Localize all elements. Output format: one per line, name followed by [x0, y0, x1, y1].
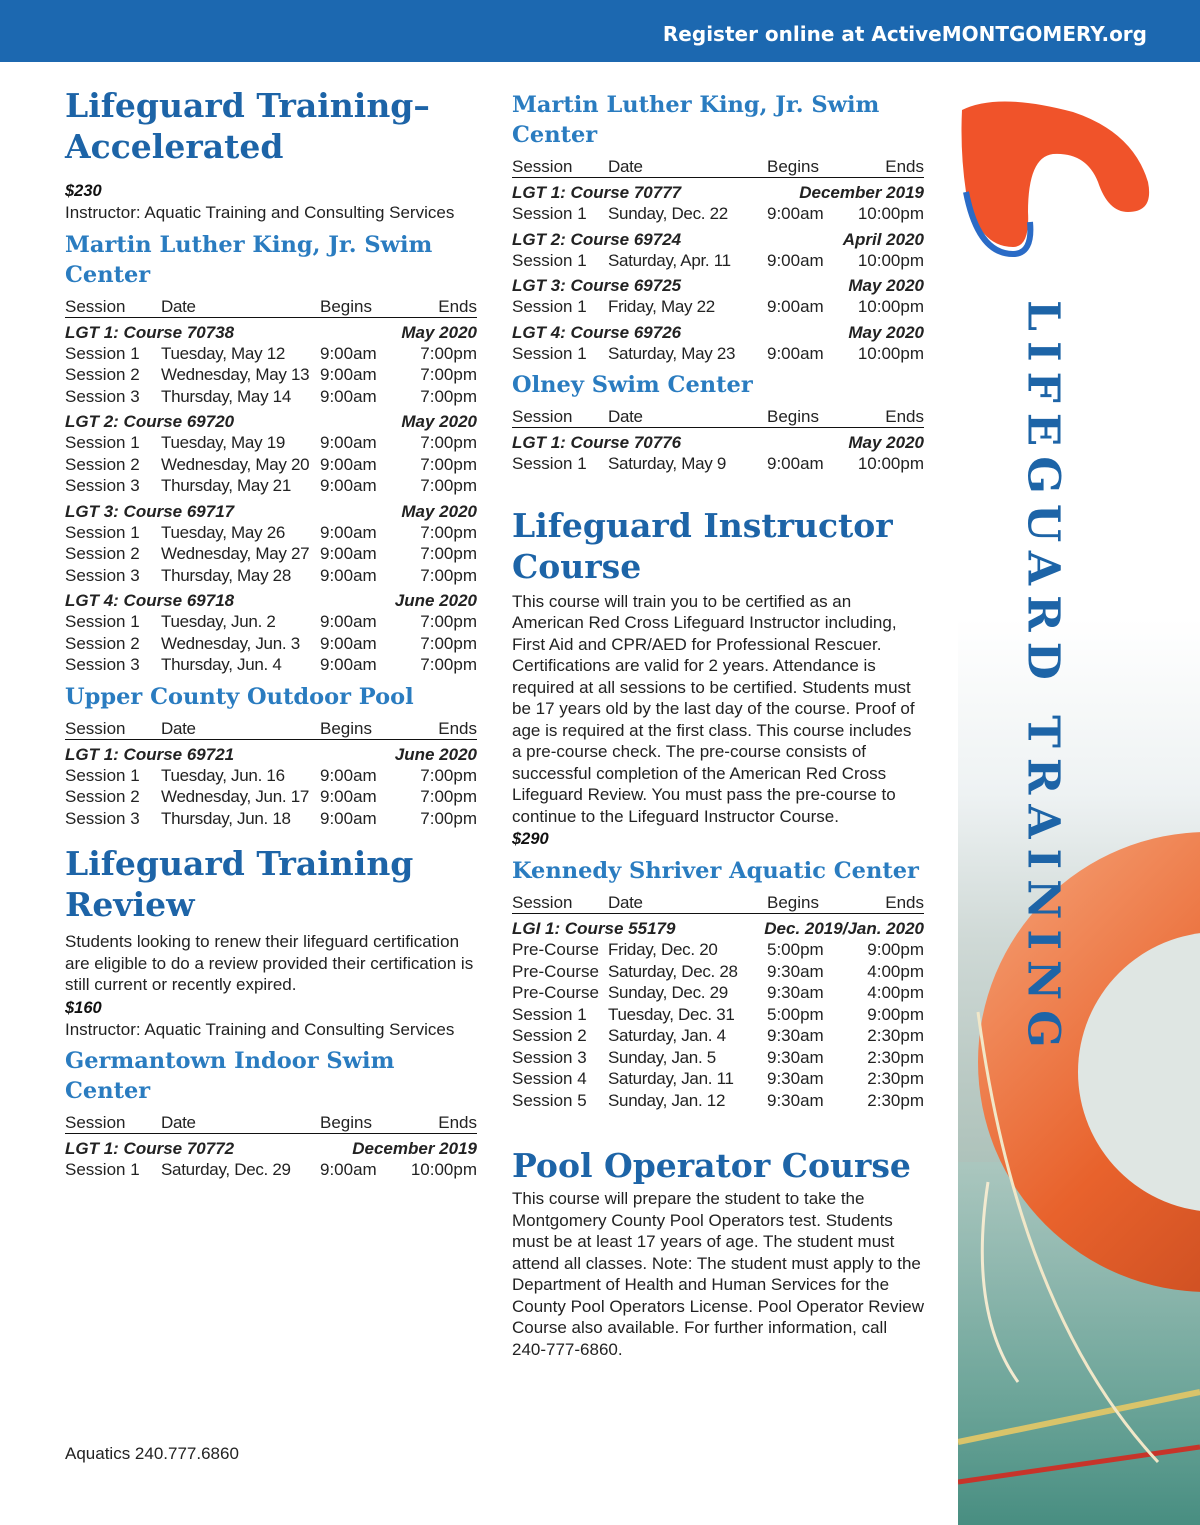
session-row	[512, 1025, 924, 1047]
course-heading	[512, 182, 924, 203]
session-date: Tuesday, May 19	[161, 433, 286, 452]
session-begins: 9:00am	[767, 204, 824, 223]
course-heading	[512, 322, 924, 343]
session-date: Saturday, May 23	[608, 343, 736, 363]
session-begins: 9:00am	[320, 1160, 377, 1179]
session-begins: 9:00am	[320, 787, 377, 806]
session-begins: 9:00am	[320, 386, 377, 406]
session-label: Session 1	[512, 250, 587, 270]
session-label: Session 5	[512, 1090, 587, 1110]
session-label: Pre-Course	[512, 983, 599, 1002]
session-begins: 9:30am	[767, 1090, 824, 1110]
session-row	[512, 1090, 924, 1112]
accelerated-instructor: Instructor: Aquatic Training and Consulting Services	[65, 203, 455, 222]
session-date: Thursday, Jun. 18	[161, 808, 291, 828]
session-date: Sunday, Jan. 5	[608, 1047, 716, 1067]
session-date: Saturday, Jan. 4	[608, 1026, 726, 1045]
session-label: Pre-Course	[512, 961, 599, 981]
session-begins: 9:00am	[767, 343, 824, 363]
session-label: Session 2	[65, 365, 140, 384]
course-name: LGI 1: Course 55179	[512, 919, 676, 938]
schedule-olney	[512, 432, 924, 475]
session-row	[65, 565, 477, 587]
session-label: Session 1	[65, 343, 140, 363]
schedule-mlk-review	[512, 182, 924, 364]
venue-mlk-accelerated: Martin Luther King, Jr. Swim Center	[65, 231, 433, 288]
session-ends: 2:30pm	[867, 1026, 924, 1045]
session-date: Thursday, May 14	[161, 386, 291, 406]
course-name: LGT 2: Course 69720	[65, 412, 235, 431]
pool-operator-description: This course will prepare the student to take the Montgomery County Pool Operators test. Students must be at least 17 years of age. The student must attend all classes. Note: The student must apply to the Department of Health and Human Services for the County Pool Operators License. Pool Operator Review Course also available. For further information, call 240-777-6860.	[512, 1189, 924, 1359]
course-month: May 2020	[848, 276, 924, 295]
session-date: Wednesday, Jun. 3	[161, 633, 300, 653]
session-label: Pre-Course	[512, 940, 599, 959]
session-label: Session 1	[512, 204, 587, 223]
session-date: Saturday, Dec. 28	[608, 961, 738, 981]
left-column	[65, 85, 477, 1181]
session-ends: 7:00pm	[420, 565, 477, 585]
venue-olney: Olney Swim Center	[512, 372, 753, 398]
session-date: Tuesday, May 12	[161, 343, 286, 363]
session-row	[65, 432, 477, 454]
session-row	[65, 633, 477, 655]
session-label: Session 1	[65, 765, 140, 785]
course-month: Dec. 2019/Jan. 2020	[764, 919, 924, 938]
course-heading	[512, 275, 924, 296]
session-ends: 7:00pm	[420, 612, 477, 631]
instructor-course-title: Lifeguard Instructor Course	[512, 505, 893, 586]
session-label: Session 1	[512, 297, 587, 316]
course-month: December 2019	[799, 183, 924, 202]
course-heading	[65, 501, 477, 522]
register-online-link[interactable]: Register online at ActiveMONTGOMERY.org	[662, 22, 1147, 46]
session-date: Sunday, Dec. 22	[608, 204, 728, 223]
session-begins: 9:30am	[767, 961, 824, 981]
session-begins: 9:00am	[320, 544, 377, 563]
session-begins: 9:00am	[767, 250, 824, 270]
session-label: Session 1	[512, 343, 587, 363]
session-row	[512, 939, 924, 961]
course-name: LGT 1: Course 69721	[65, 744, 235, 764]
session-ends: 7:00pm	[420, 655, 477, 674]
session-ends: 7:00pm	[420, 386, 477, 406]
session-row	[512, 982, 924, 1004]
course-month: December 2019	[352, 1139, 477, 1158]
course-heading	[65, 322, 477, 343]
top-banner	[0, 0, 1200, 62]
schedule-kennedy-shriver	[512, 918, 924, 1111]
session-date: Tuesday, Dec. 31	[608, 1004, 735, 1024]
session-ends: 2:30pm	[867, 1090, 924, 1110]
course-name: LGT 4: Course 69726	[512, 322, 682, 342]
session-ends: 10:00pm	[857, 297, 924, 316]
course-month: May 2020	[401, 322, 477, 342]
session-date: Friday, May 22	[608, 297, 715, 316]
session-date: Thursday, May 21	[161, 476, 291, 495]
course-name: LGT 3: Course 69717	[65, 501, 235, 521]
session-ends: 7:00pm	[420, 365, 477, 384]
session-date: Wednesday, May 27	[161, 544, 310, 563]
session-row	[65, 654, 477, 676]
session-begins: 9:00am	[320, 808, 377, 828]
session-label: Session 2	[65, 454, 140, 474]
session-ends: 9:00pm	[867, 940, 924, 959]
schedule-upper-county	[65, 744, 477, 830]
session-date: Friday, Dec. 20	[608, 940, 718, 959]
session-begins: 9:00am	[320, 633, 377, 653]
session-row	[512, 250, 924, 272]
session-label: Session 3	[65, 808, 140, 828]
course-heading	[65, 411, 477, 432]
session-date: Thursday, Jun. 4	[161, 655, 282, 674]
course-month: May 2020	[401, 501, 477, 521]
session-ends: 7:00pm	[420, 343, 477, 363]
session-row	[512, 203, 924, 225]
course-name: LGT 1: Course 70772	[65, 1139, 235, 1158]
course-name: LGT 1: Course 70776	[512, 433, 682, 452]
session-ends: 7:00pm	[420, 765, 477, 785]
accelerated-title: Lifeguard Training– Accelerated	[65, 86, 430, 166]
footer-phone: Aquatics 240.777.6860	[65, 1444, 239, 1463]
session-ends: 2:30pm	[867, 1047, 924, 1067]
course-heading	[65, 590, 477, 611]
session-ends: 7:00pm	[420, 544, 477, 563]
course-name: LGT 1: Course 70738	[65, 322, 235, 342]
table-header: Session Date Begins Ends	[512, 893, 924, 912]
schedule-germantown	[65, 1138, 477, 1181]
session-begins: 9:00am	[320, 343, 377, 363]
session-date: Saturday, Jan. 11	[608, 1069, 734, 1088]
session-label: Session 3	[65, 476, 140, 495]
session-row	[65, 454, 477, 476]
session-date: Wednesday, Jun. 17	[161, 787, 310, 806]
session-begins: 9:30am	[767, 1047, 824, 1067]
session-label: Session 2	[65, 787, 140, 806]
session-label: Session 1	[65, 522, 140, 542]
review-instructor: Instructor: Aquatic Training and Consulting Services	[65, 1019, 455, 1039]
review-price: $160	[65, 998, 102, 1017]
session-ends: 4:00pm	[867, 983, 924, 1002]
session-ends: 7:00pm	[420, 633, 477, 653]
session-begins: 9:00am	[320, 565, 377, 585]
session-label: Session 1	[65, 612, 140, 631]
table-header: Session Date Begins Ends	[65, 718, 477, 738]
review-description: Students looking to renew their lifeguard certification are eligible to do a review provided their certification is still current or recently expired.	[65, 932, 474, 994]
session-ends: 7:00pm	[420, 433, 477, 452]
session-label: Session 4	[512, 1069, 587, 1088]
session-date: Saturday, Apr. 11	[608, 250, 731, 270]
session-begins: 9:00am	[320, 522, 377, 542]
session-row	[65, 364, 477, 386]
table-header: Session Date Begins Ends	[512, 157, 924, 176]
session-begins: 9:00am	[320, 433, 377, 452]
course-name: LGT 4: Course 69718	[65, 591, 235, 610]
course-month: June 2020	[394, 744, 477, 764]
session-begins: 9:00am	[320, 765, 377, 785]
session-begins: 9:30am	[767, 1069, 824, 1088]
session-row	[65, 786, 477, 808]
session-date: Saturday, May 9	[608, 454, 727, 473]
session-row	[65, 543, 477, 565]
session-label: Session 1	[65, 1160, 140, 1179]
session-row	[65, 522, 477, 544]
session-date: Sunday, Jan. 12	[608, 1090, 726, 1110]
session-ends: 9:00pm	[867, 1004, 924, 1024]
session-label: Session 3	[512, 1047, 587, 1067]
session-row	[512, 296, 924, 318]
session-ends: 7:00pm	[420, 808, 477, 828]
session-begins: 5:00pm	[767, 940, 824, 959]
course-month: May 2020	[401, 412, 477, 431]
session-label: Session 3	[65, 386, 140, 406]
session-ends: 7:00pm	[420, 787, 477, 806]
course-heading	[65, 744, 477, 765]
session-ends: 4:00pm	[867, 961, 924, 981]
course-name: LGT 2: Course 69724	[512, 229, 682, 249]
session-ends: 10:00pm	[410, 1160, 477, 1179]
instructor-course-price: $290	[512, 830, 549, 848]
course-month: June 2020	[394, 591, 477, 610]
table-header: Session Date Begins Ends	[65, 1113, 477, 1132]
session-begins: 5:00pm	[767, 1004, 824, 1024]
table-header: Session Date Begins Ends	[65, 296, 477, 316]
session-row	[65, 343, 477, 365]
session-label: Session 3	[65, 565, 140, 585]
session-label: Session 2	[65, 544, 140, 563]
session-label: Session 2	[65, 633, 140, 653]
session-ends: 7:00pm	[420, 454, 477, 474]
session-ends: 10:00pm	[857, 343, 924, 363]
session-row	[512, 1068, 924, 1090]
course-month: May 2020	[848, 433, 924, 452]
session-label: Session 3	[65, 655, 140, 674]
session-begins: 9:00am	[320, 655, 377, 674]
session-date: Tuesday, Jun. 16	[161, 765, 285, 785]
session-date: Saturday, Dec. 29	[161, 1160, 291, 1179]
session-begins: 9:00am	[767, 454, 824, 473]
session-ends: 7:00pm	[420, 522, 477, 542]
session-begins: 9:00am	[320, 476, 377, 495]
session-label: Session 1	[512, 1004, 587, 1024]
course-heading	[512, 432, 924, 453]
session-ends: 10:00pm	[857, 250, 924, 270]
session-ends: 7:00pm	[420, 476, 477, 495]
course-month: May 2020	[848, 322, 924, 342]
session-row	[512, 961, 924, 983]
course-name: LGT 3: Course 69725	[512, 276, 682, 295]
session-ends: 10:00pm	[857, 204, 924, 223]
session-date: Sunday, Dec. 29	[608, 983, 728, 1002]
middle-column	[512, 90, 924, 1360]
session-row	[65, 475, 477, 497]
session-begins: 9:00am	[320, 612, 377, 631]
course-heading	[512, 229, 924, 250]
session-label: Session 1	[65, 433, 140, 452]
pool-operator-title: Pool Operator Course	[512, 1146, 911, 1185]
session-row	[65, 765, 477, 787]
session-row	[512, 1047, 924, 1069]
session-label: Session 2	[512, 1026, 587, 1045]
table-header: Session Date Begins Ends	[512, 407, 924, 426]
course-name: LGT 1: Course 70777	[512, 183, 682, 202]
schedule-mlk-accelerated	[65, 322, 477, 676]
session-begins: 9:00am	[320, 365, 377, 384]
venue-mlk-review: Martin Luther King, Jr. Swim Center	[512, 92, 880, 148]
session-label: Session 1	[512, 454, 587, 473]
session-date: Wednesday, May 20	[161, 454, 310, 474]
session-ends: 2:30pm	[867, 1069, 924, 1088]
session-row	[65, 386, 477, 408]
course-month: April 2020	[842, 229, 924, 249]
session-row	[65, 808, 477, 830]
instructor-course-description: This course will train you to be certified as an American Red Cross Lifeguard Instructor including, First Aid and CPR/AED for Professional Rescuer. Certifications are valid for 2 years. Attendance is required at all sessions to be certified. Students must be 17 years old by the last day of the course. Proof of age is required at the first class. This course includes a pre-course check. The pre-course consists of successful completion of the American Red Cross Lifeguard Review. You must pass the pre-course to continue to the Lifeguard Instructor Course.	[512, 591, 915, 826]
venue-kennedy-shriver: Kennedy Shriver Aquatic Center	[512, 858, 919, 884]
session-row	[512, 1004, 924, 1026]
accelerated-price: $230	[65, 182, 102, 200]
side-title: LIFEGUARD TRAINING	[1017, 300, 1069, 1058]
session-begins: 9:30am	[767, 983, 824, 1002]
session-row	[512, 453, 924, 475]
session-begins: 9:00am	[320, 454, 377, 474]
session-date: Wednesday, May 13	[161, 365, 310, 384]
review-title: Lifeguard Training Review	[65, 844, 414, 924]
session-row	[65, 1159, 477, 1181]
session-date: Thursday, May 28	[161, 565, 291, 585]
session-begins: 9:30am	[767, 1026, 824, 1045]
session-row	[65, 611, 477, 633]
session-date: Tuesday, May 26	[161, 522, 286, 542]
session-date: Tuesday, Jun. 2	[161, 612, 276, 631]
venue-upper-county: Upper County Outdoor Pool	[65, 683, 414, 710]
course-heading	[512, 918, 924, 939]
session-begins: 9:00am	[767, 297, 824, 316]
session-row	[512, 343, 924, 365]
session-ends: 10:00pm	[857, 454, 924, 473]
venue-germantown: Germantown Indoor Swim Center	[65, 1048, 395, 1104]
course-heading	[65, 1138, 477, 1159]
